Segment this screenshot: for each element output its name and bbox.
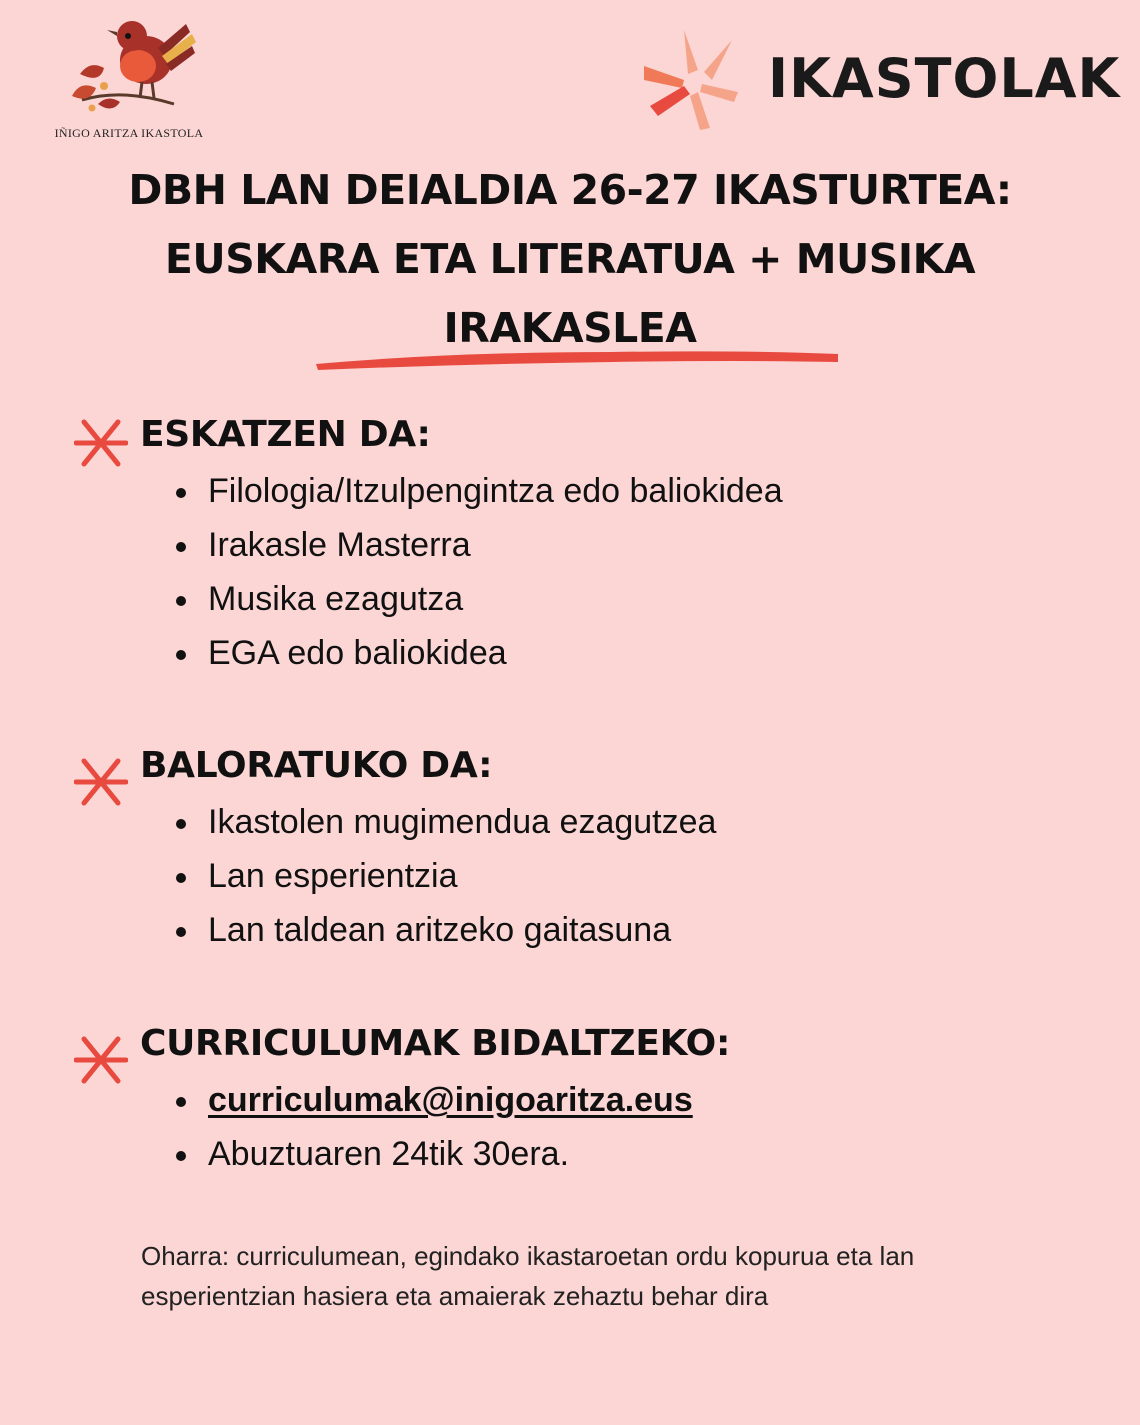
- email-link[interactable]: curriculumak@inigoaritza.eus: [208, 1081, 693, 1119]
- page-title: [60, 156, 1080, 363]
- bird-on-oak-branch-icon: [62, 8, 202, 120]
- title-line-1: DBH LAN DEIALDIA 26-27 IKASTURTEA:: [128, 166, 1012, 214]
- list-item-email: [172, 1073, 693, 1127]
- section-heading: CURRICULUMAK BIDALTZEKO:: [140, 1023, 731, 1064]
- note-line-2: esperientzian hasiera eta amaierak zehaztu behar dira: [141, 1281, 769, 1311]
- valued-list: [172, 795, 716, 957]
- section-valued: [74, 741, 1074, 961]
- asterisk-icon: [74, 757, 128, 807]
- title-line-3: IRAKASLEA: [443, 304, 697, 352]
- send-cv-list: [172, 1073, 693, 1181]
- ikastolak-logo: [640, 26, 1121, 130]
- list-item: Lan esperientzia: [172, 849, 716, 903]
- note-line-1: Oharra: curriculumean, egindako ikastaroetan ordu kopurua eta lan: [141, 1241, 915, 1271]
- title-underline: [312, 346, 842, 376]
- section-send-cv: [74, 1019, 1074, 1189]
- school-logo: [44, 8, 214, 138]
- asterisk-icon: [74, 418, 128, 468]
- list-item: Ikastolen mugimendua ezagutzea: [172, 795, 716, 849]
- title-line-2: EUSKARA ETA LITERATUA + MUSIKA: [164, 235, 976, 283]
- list-item: EGA edo baliokidea: [172, 626, 783, 680]
- section-heading: BALORATUKO DA:: [140, 745, 493, 786]
- list-item: Abuztuaren 24tik 30era.: [172, 1127, 693, 1181]
- section-requirements: [74, 410, 1074, 680]
- asterisk-icon: [74, 1035, 128, 1085]
- school-name: IÑIGO ARITZA IKASTOLA: [54, 126, 204, 140]
- ikastolak-asterisk-icon: [640, 26, 750, 130]
- brand-name: IKASTOLAK: [768, 47, 1121, 110]
- list-item: Irakasle Masterra: [172, 518, 783, 572]
- list-item: Musika ezagutza: [172, 572, 783, 626]
- list-item: Lan taldean aritzeko gaitasuna: [172, 903, 716, 957]
- section-heading: ESKATZEN DA:: [140, 414, 431, 455]
- requirements-list: [172, 464, 783, 680]
- note-text: [141, 1236, 1021, 1316]
- list-item: Filologia/Itzulpengintza edo baliokidea: [172, 464, 783, 518]
